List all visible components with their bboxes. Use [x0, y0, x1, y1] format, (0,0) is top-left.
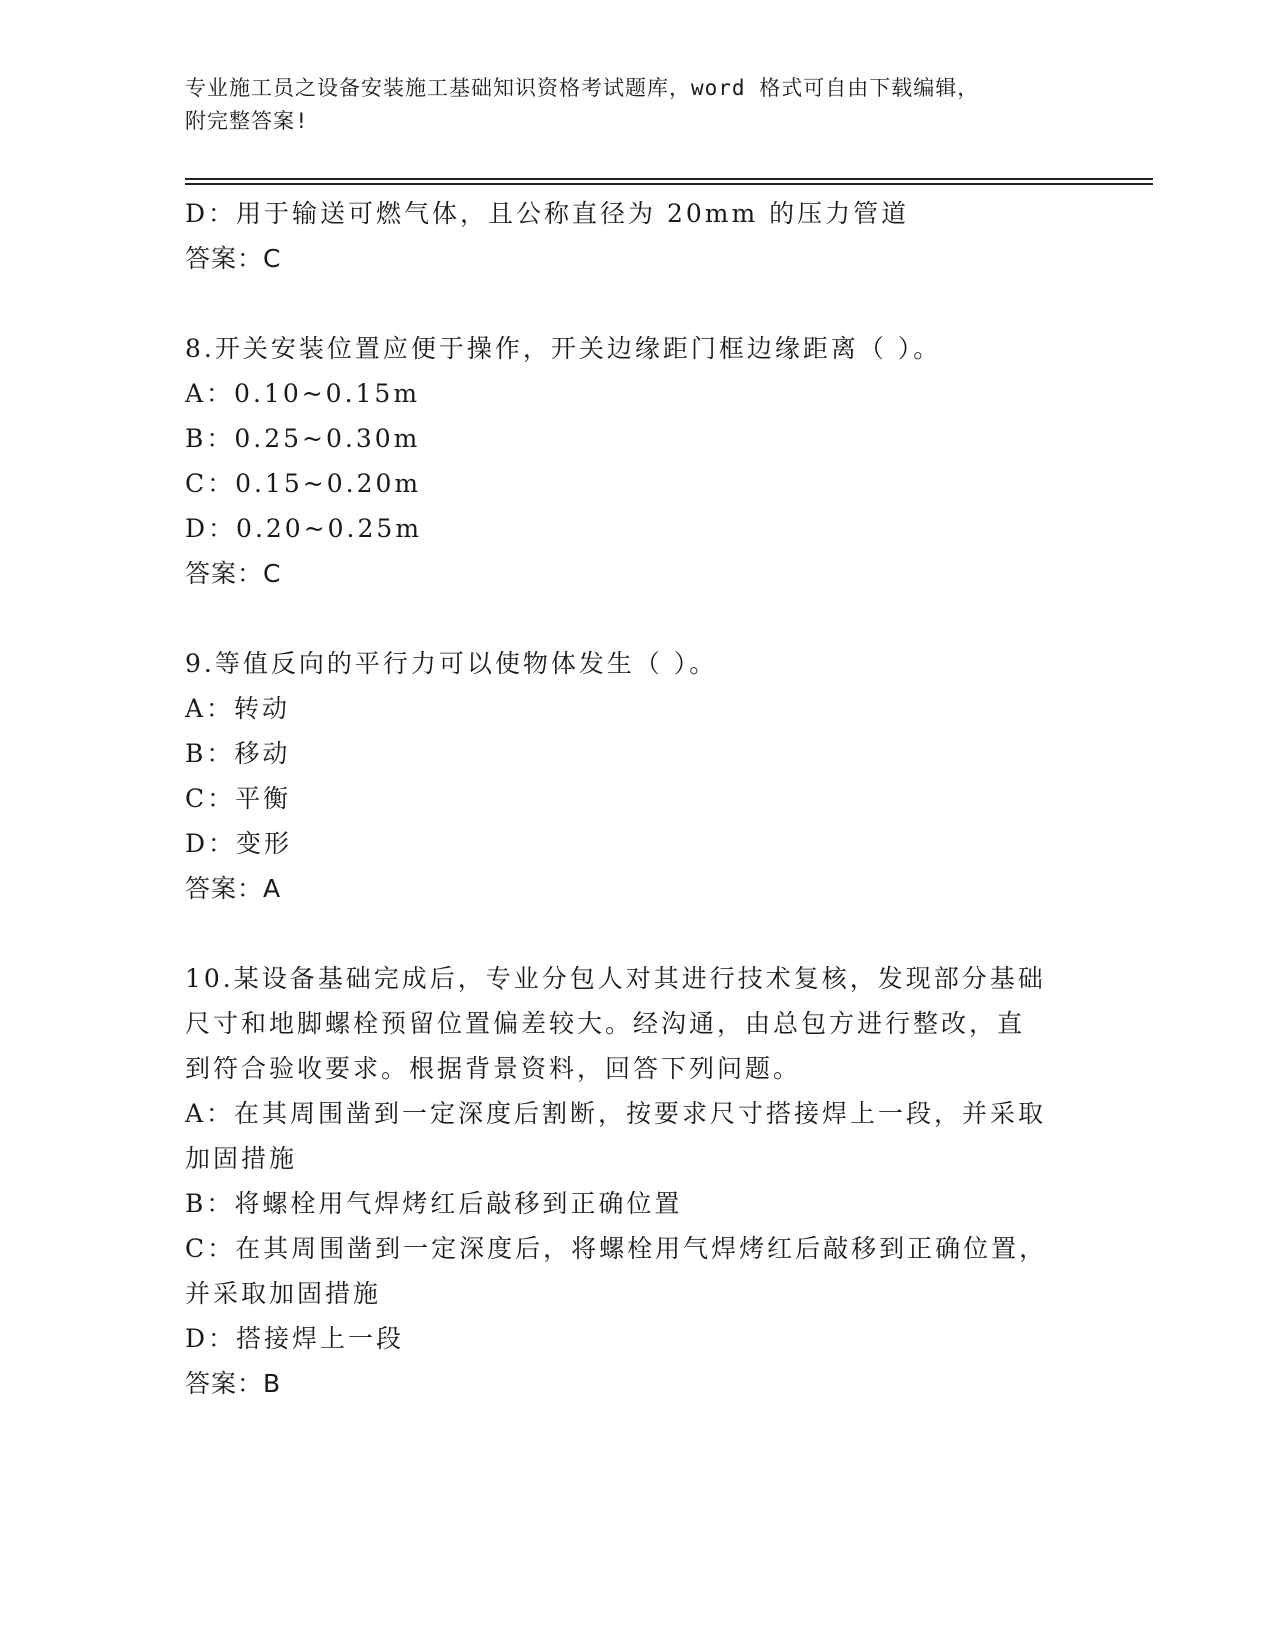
answer: 答案：A: [185, 874, 282, 903]
question-prev: [185, 191, 1085, 281]
option-d: D：变形: [185, 829, 293, 858]
option-c: C：平衡: [185, 784, 292, 813]
question-stem-line-2: 尺寸和地脚螺栓预留位置偏差较大。经沟通，由总包方进行整改，直: [185, 1009, 1026, 1038]
header-divider-top: [185, 178, 1153, 180]
option-d: D：搭接焊上一段: [185, 1324, 405, 1353]
question-stem: 8.开关安装位置应便于操作，开关边缘距门框边缘距离（ ）。: [185, 334, 942, 363]
question-8: [185, 326, 1085, 596]
answer: 答案：C: [185, 559, 282, 588]
question-stem: 9.等值反向的平行力可以使物体发生（ ）。: [185, 649, 718, 678]
option-a: A：转动: [185, 694, 291, 723]
option-d: D：用于输送可燃气体，且公称直径为 20mm 的压力管道: [185, 199, 910, 228]
option-c-line-1: C：在其周围凿到一定深度后，将螺栓用气焊烤红后敲移到正确位置，: [185, 1234, 1048, 1263]
question-stem-line-3: 到符合验收要求。根据背景资料，回答下列问题。: [185, 1054, 802, 1083]
header-line-1: 专业施工员之设备安装施工基础知识资格考试题库，word 格式可自由下载编辑，: [185, 76, 980, 100]
question-9: [185, 641, 1085, 911]
option-b: B：移动: [185, 739, 291, 768]
option-c: C：0.15~0.20m: [185, 469, 422, 498]
header-divider-bottom: [185, 183, 1153, 185]
question-stem-line-1: 10.某设备基础完成后，专业分包人对其进行技术复核，发现部分基础: [185, 964, 1046, 993]
question-10: [185, 956, 1085, 1406]
option-b: B：0.25~0.30m: [185, 424, 421, 453]
option-c-line-2: 并采取加固措施: [185, 1279, 382, 1308]
option-a-line-2: 加固措施: [185, 1144, 298, 1173]
option-a-line-1: A：在其周围凿到一定深度后割断，按要求尺寸搭接焊上一段，并采取: [185, 1099, 1047, 1128]
document-header: [185, 72, 1085, 138]
option-d: D：0.20~0.25m: [185, 514, 423, 543]
header-line-2: 附完整答案!: [185, 109, 309, 133]
answer: 答案：C: [185, 244, 282, 273]
option-a: A：0.10~0.15m: [185, 379, 421, 408]
option-b: B：将螺栓用气焊烤红后敲移到正确位置: [185, 1189, 683, 1218]
question-list: [185, 191, 1085, 1406]
answer: 答案：B: [185, 1369, 282, 1398]
